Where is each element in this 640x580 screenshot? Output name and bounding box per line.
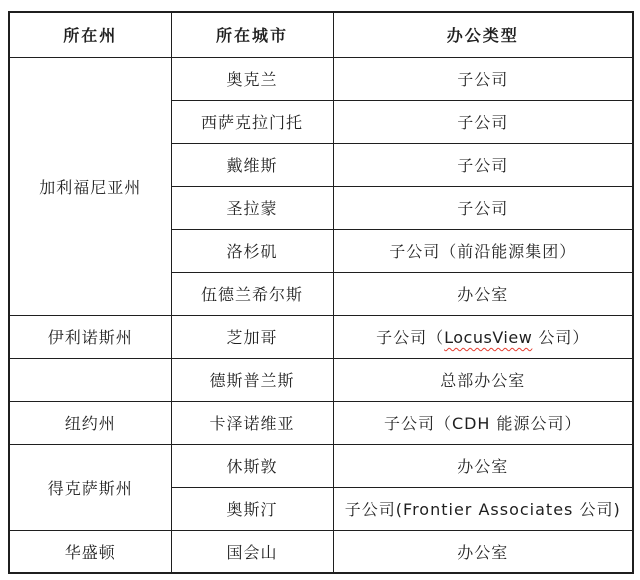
table-row: [9, 444, 633, 487]
office-type-text: 公司）: [532, 328, 590, 347]
office-type-cell: 子公司: [333, 57, 633, 100]
office-type-cell: 办公室: [333, 444, 633, 487]
office-type-cell: 子公司: [333, 186, 633, 229]
city-cell: 西萨克拉门托: [171, 100, 333, 143]
office-type-cell: [333, 315, 633, 358]
office-locations-table: [8, 11, 634, 574]
office-type-text: 子公司（: [376, 328, 445, 347]
header-office-type: 办公类型: [333, 12, 633, 57]
table-row: [9, 315, 633, 358]
city-cell: 奥克兰: [171, 57, 333, 100]
header-state: 所在州: [9, 12, 171, 57]
office-type-cell: 子公司: [333, 100, 633, 143]
city-cell: 休斯敦: [171, 444, 333, 487]
table-row: [9, 530, 633, 573]
state-cell-new-york: 纽约州: [9, 401, 171, 444]
city-cell: 戴维斯: [171, 143, 333, 186]
header-city: 所在城市: [171, 12, 333, 57]
office-type-cell: 子公司（CDH 能源公司）: [333, 401, 633, 444]
state-cell-illinois: 伊利诺斯州: [9, 315, 171, 358]
table-row: [9, 401, 633, 444]
office-type-cell: 办公室: [333, 272, 633, 315]
city-cell: 奥斯汀: [171, 487, 333, 530]
state-cell-texas: 得克萨斯州: [9, 444, 171, 530]
city-cell: 芝加哥: [171, 315, 333, 358]
header-row: [9, 12, 633, 57]
spellcheck-underlined-word: LocusView: [444, 328, 533, 347]
office-type-cell: 子公司(Frontier Associates 公司): [333, 487, 633, 530]
office-type-cell: 办公室: [333, 530, 633, 573]
office-type-cell: 子公司: [333, 143, 633, 186]
office-type-cell: 子公司（前沿能源集团）: [333, 229, 633, 272]
city-cell: 卡泽诺维亚: [171, 401, 333, 444]
city-cell: 国会山: [171, 530, 333, 573]
city-cell: 德斯普兰斯: [171, 358, 333, 401]
state-cell-california: 加利福尼亚州: [9, 57, 171, 315]
city-cell: 洛杉矶: [171, 229, 333, 272]
state-cell-washington: 华盛顿: [9, 530, 171, 573]
office-type-cell: 总部办公室: [333, 358, 633, 401]
city-cell: 伍德兰希尔斯: [171, 272, 333, 315]
city-cell: 圣拉蒙: [171, 186, 333, 229]
table-row: [9, 358, 633, 401]
state-cell-empty: [9, 358, 171, 401]
table-row: [9, 57, 633, 100]
